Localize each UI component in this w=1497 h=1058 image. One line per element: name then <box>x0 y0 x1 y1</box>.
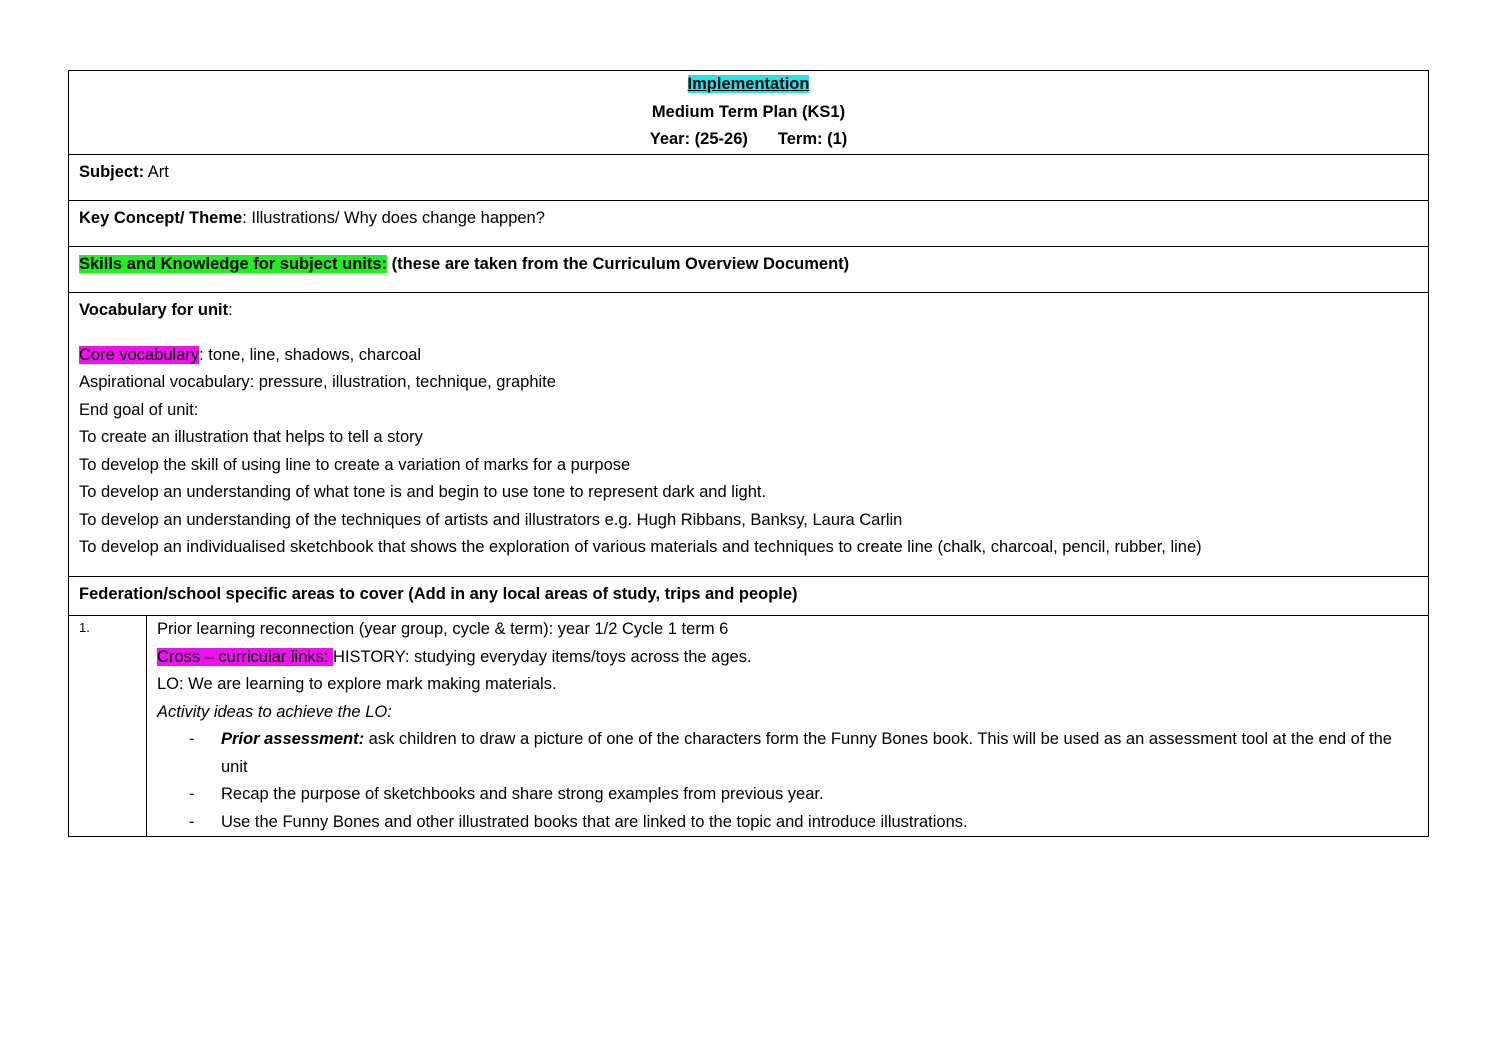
term-label: Term: (1) <box>777 130 848 148</box>
end-goal-heading: End goal of unit: <box>79 400 199 419</box>
bullet-text: Recap the purpose of sketchbooks and share strong examples from previous year. <box>221 785 824 803</box>
goal-item: To develop an individualised sketchbook that shows the exploration of various materials and techniques to create line (chalk, charcoal, pencil, rubber, line) <box>79 538 1202 556</box>
lesson-content <box>147 616 1428 836</box>
medium-term-plan-table <box>68 70 1429 837</box>
skills-label: Skills and Knowledge for subject units: <box>79 255 388 273</box>
activity-bullet <box>157 809 1418 837</box>
bullet-bold-label: Prior assessment: <box>221 730 365 748</box>
goal-item: To develop the skill of using line to create a variation of marks for a purpose <box>79 455 631 474</box>
bullet-dash: - <box>189 730 195 748</box>
key-concept-label: Key Concept/ Theme <box>79 209 243 227</box>
vocabulary-label: Vocabulary for unit <box>79 301 229 319</box>
key-concept-row <box>69 201 1428 247</box>
federation-label: Federation/school specific areas to cover (Add in any local areas of study, trips and people) <box>79 585 798 603</box>
core-vocabulary-value: : tone, line, shadows, charcoal <box>199 345 422 364</box>
implementation-title: Implementation <box>687 75 810 93</box>
bullet-text: Use the Funny Bones and other illustrated books that are linked to the topic and introduce illustrations. <box>221 812 968 831</box>
aspirational-vocabulary: Aspirational vocabulary: pressure, illustration, technique, graphite <box>79 373 556 391</box>
vocabulary-row <box>69 293 1428 577</box>
prior-learning: Prior learning reconnection (year group, cycle & term): year 1/2 Cycle 1 term 6 <box>157 620 729 638</box>
key-concept-value: : Illustrations/ Why does change happen? <box>242 209 545 227</box>
activity-bullet <box>157 726 1418 781</box>
lesson-row <box>69 616 1428 836</box>
year-term-line <box>69 126 1428 154</box>
lesson-number: 1. <box>69 616 147 836</box>
bullet-dash: - <box>189 785 195 803</box>
activity-bullet <box>157 781 1418 809</box>
skills-row <box>69 247 1428 293</box>
activity-heading: Activity ideas to achieve the LO: <box>157 702 392 721</box>
plan-header <box>69 71 1428 155</box>
skills-note: (these are taken from the Curriculum Overview Document) <box>387 255 850 273</box>
cross-curricular-value: HISTORY: studying everyday items/toys across the ages. <box>333 647 752 666</box>
vocabulary-label-colon: : <box>228 301 233 319</box>
year-label: Year: (25-26) <box>649 130 748 148</box>
federation-row <box>69 577 1428 616</box>
learning-objective: LO: We are learning to explore mark making materials. <box>157 675 557 693</box>
bullet-text: ask children to draw a picture of one of the characters form the Funny Bones book. This will be used as an assessment tool at the end of the unit <box>221 730 1392 776</box>
subject-row <box>69 155 1428 201</box>
bullet-dash: - <box>189 812 195 831</box>
goal-item: To develop an understanding of what tone is and begin to use tone to represent dark and light. <box>79 483 767 501</box>
plan-subtitle: Medium Term Plan (KS1) <box>651 102 846 121</box>
core-vocabulary-label: Core vocabulary <box>79 345 200 364</box>
cross-curricular-label: Cross – curricular links: <box>157 647 334 666</box>
subject-value: Art <box>144 163 169 181</box>
subject-label: Subject: <box>79 163 145 181</box>
goal-item: To develop an understanding of the techniques of artists and illustrators e.g. Hugh Ribbans, Banksy, Laura Carlin <box>79 510 903 529</box>
goal-item: To create an illustration that helps to tell a story <box>79 428 423 446</box>
